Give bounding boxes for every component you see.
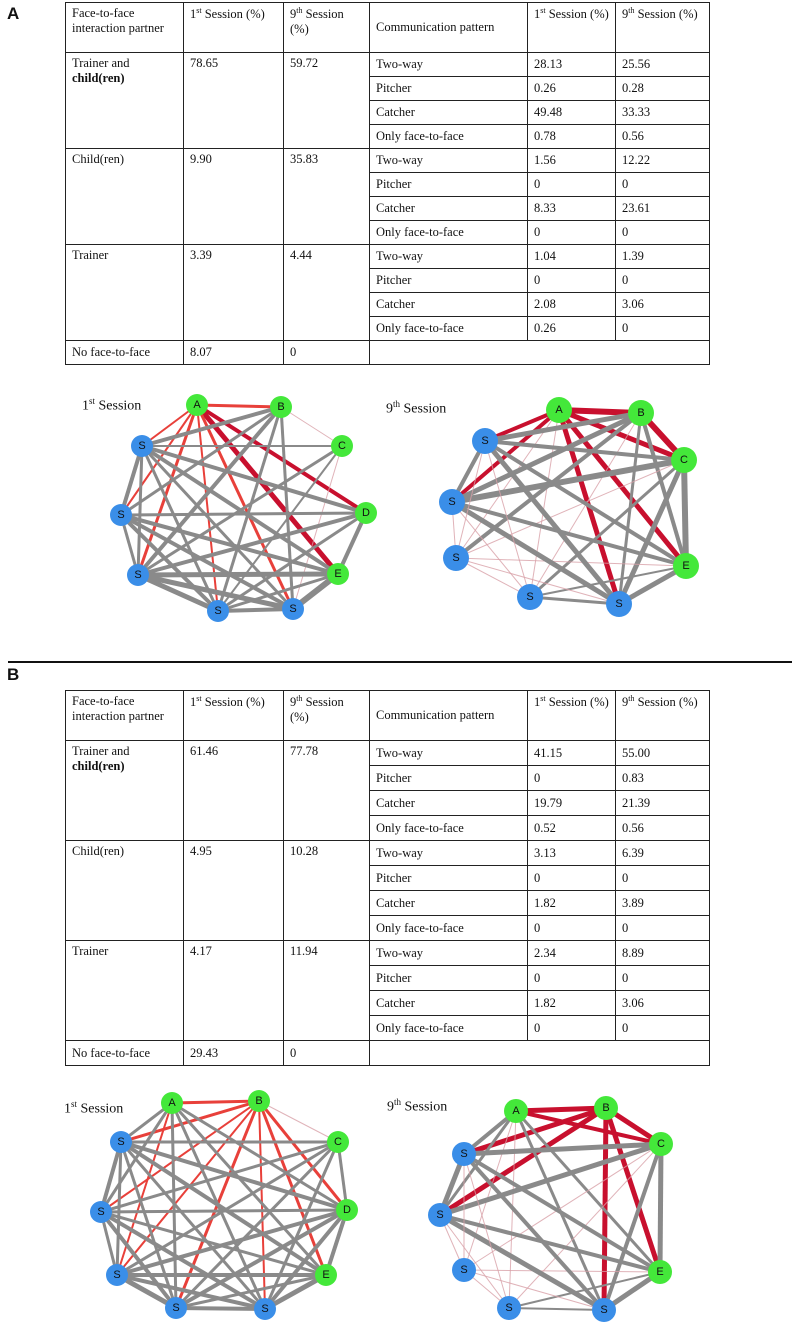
- pattern-cell: Pitcher: [370, 766, 528, 791]
- partner-cell: Trainer: [66, 245, 184, 341]
- partner-9th-value: 10.28: [284, 841, 370, 941]
- pattern-1st-value: 0: [528, 173, 616, 197]
- network-node-label: E: [656, 1266, 664, 1278]
- pattern-1st-value: 0: [528, 916, 616, 941]
- network-node-c: [649, 1132, 673, 1156]
- network-node-label: S: [452, 552, 460, 564]
- network-node-label: S: [117, 509, 125, 521]
- pattern-9th-value: 8.89: [616, 941, 710, 966]
- pattern-1st-value: 0.26: [528, 317, 616, 341]
- pattern-cell: Only face-to-face: [370, 1016, 528, 1041]
- pattern-cell: Only face-to-face: [370, 125, 528, 149]
- no-face-1st-value: 8.07: [184, 341, 284, 365]
- network-node-label: C: [680, 454, 688, 466]
- pattern-cell: Two-way: [370, 841, 528, 866]
- header-communication-pattern: Communication pattern: [370, 3, 528, 53]
- pattern-9th-value: 0: [616, 916, 710, 941]
- pattern-9th-value: 3.06: [616, 293, 710, 317]
- header-9th-session: 9th Session (%): [284, 3, 370, 53]
- pattern-cell: Two-way: [370, 53, 528, 77]
- network-node-label: S: [97, 1206, 105, 1218]
- pattern-1st-value: 1.82: [528, 991, 616, 1016]
- header-9th-session: 9th Session (%): [284, 691, 370, 741]
- pattern-1st-value: 3.13: [528, 841, 616, 866]
- pattern-9th-value: 23.61: [616, 197, 710, 221]
- network-node-label: D: [343, 1204, 351, 1216]
- no-face-partner: No face-to-face: [66, 341, 184, 365]
- pattern-1st-value: 41.15: [528, 741, 616, 766]
- network-node-label: A: [193, 399, 201, 411]
- pattern-1st-value: 0: [528, 221, 616, 245]
- pattern-1st-value: 28.13: [528, 53, 616, 77]
- header-1st-session: 1st Session (%): [184, 691, 284, 741]
- network-node-label: A: [555, 404, 563, 416]
- pattern-1st-value: 1.82: [528, 891, 616, 916]
- network-node-e: [648, 1260, 672, 1284]
- network-edge: [604, 1144, 664, 1310]
- pattern-9th-value: 0: [616, 269, 710, 293]
- partner-cell: Trainer and child(ren): [66, 53, 184, 149]
- network-node-s: [428, 1203, 452, 1227]
- pattern-cell: Pitcher: [370, 173, 528, 197]
- pattern-9th-value: 55.00: [616, 741, 710, 766]
- network-node-label: C: [657, 1138, 665, 1150]
- network-node-label: B: [255, 1095, 263, 1107]
- header-partner: Face-to-face interaction partner: [66, 691, 184, 741]
- pattern-cell: Catcher: [370, 991, 528, 1016]
- network-node-a: [504, 1099, 528, 1123]
- network-node-label: D: [362, 507, 370, 519]
- header-pattern-9th-session: 9th Session (%): [616, 3, 710, 53]
- no-face-partner: No face-to-face: [66, 1041, 184, 1066]
- pattern-9th-value: 0.83: [616, 766, 710, 791]
- partner-cell: Trainer and child(ren): [66, 741, 184, 841]
- network-node-label: S: [615, 598, 623, 610]
- partner-9th-value: 59.72: [284, 53, 370, 149]
- pattern-9th-value: 0: [616, 966, 710, 991]
- pattern-1st-value: 0: [528, 966, 616, 991]
- network-node-label: S: [436, 1209, 444, 1221]
- network-node-s: [497, 1296, 521, 1320]
- network-node-label: S: [460, 1264, 468, 1276]
- pattern-cell: Catcher: [370, 891, 528, 916]
- pattern-cell: Only face-to-face: [370, 916, 528, 941]
- network-node-label: C: [334, 1136, 342, 1148]
- partner-9th-value: 4.44: [284, 245, 370, 341]
- network-node-label: S: [134, 569, 142, 581]
- partner-1st-value: 61.46: [184, 741, 284, 841]
- pattern-9th-value: 0: [616, 1016, 710, 1041]
- pattern-1st-value: 0: [528, 766, 616, 791]
- network-title-b1: 1st Session: [64, 1099, 124, 1117]
- pattern-9th-value: 0.56: [616, 125, 710, 149]
- partner-cell: Trainer: [66, 941, 184, 1041]
- pattern-1st-value: 2.08: [528, 293, 616, 317]
- pattern-cell: Two-way: [370, 149, 528, 173]
- header-pattern-1st-session: 1st Session (%): [528, 3, 616, 53]
- partner-cell: Child(ren): [66, 149, 184, 245]
- pattern-9th-value: 1.39: [616, 245, 710, 269]
- no-face-1st-value: 29.43: [184, 1041, 284, 1066]
- partner-1st-value: 4.95: [184, 841, 284, 941]
- network-node-label: S: [505, 1302, 513, 1314]
- network-node-label: S: [113, 1269, 121, 1281]
- pattern-1st-value: 0.52: [528, 816, 616, 841]
- pattern-cell: Pitcher: [370, 966, 528, 991]
- header-communication-pattern: Communication pattern: [370, 691, 528, 741]
- pattern-1st-value: 49.48: [528, 101, 616, 125]
- network-edge: [509, 1308, 604, 1310]
- pattern-cell: Two-way: [370, 245, 528, 269]
- network-node-label: S: [289, 603, 297, 615]
- network-node-label: A: [168, 1097, 176, 1109]
- partner-1st-value: 3.39: [184, 245, 284, 341]
- pattern-1st-value: 19.79: [528, 791, 616, 816]
- network-node-label: B: [602, 1102, 610, 1114]
- partner-1st-value: 78.65: [184, 53, 284, 149]
- pattern-cell: Only face-to-face: [370, 816, 528, 841]
- network-node-label: S: [138, 440, 146, 452]
- network-node-label: S: [526, 591, 534, 603]
- pattern-cell: Catcher: [370, 791, 528, 816]
- pattern-cell: Pitcher: [370, 269, 528, 293]
- network-node-label: E: [334, 568, 342, 580]
- pattern-1st-value: 2.34: [528, 941, 616, 966]
- network-node-b: [594, 1096, 618, 1120]
- network-edge: [464, 1270, 660, 1272]
- no-face-9th-value: 0: [284, 341, 370, 365]
- pattern-9th-value: 0.56: [616, 816, 710, 841]
- network-node-label: E: [322, 1269, 330, 1281]
- pattern-9th-value: 3.06: [616, 991, 710, 1016]
- pattern-1st-value: 0: [528, 1016, 616, 1041]
- network-node-label: S: [117, 1136, 125, 1148]
- pattern-9th-value: 12.22: [616, 149, 710, 173]
- network-title-a9: 9th Session: [386, 399, 447, 417]
- pattern-1st-value: 0: [528, 866, 616, 891]
- network-node-label: S: [600, 1304, 608, 1316]
- pattern-1st-value: 1.56: [528, 149, 616, 173]
- pattern-9th-value: 6.39: [616, 841, 710, 866]
- pattern-9th-value: 33.33: [616, 101, 710, 125]
- partner-9th-value: 35.83: [284, 149, 370, 245]
- network-title-b9: 9th Session: [387, 1097, 448, 1115]
- panel-label-a: A: [7, 4, 20, 23]
- pattern-9th-value: 21.39: [616, 791, 710, 816]
- pattern-1st-value: 8.33: [528, 197, 616, 221]
- network-node-label: S: [214, 605, 222, 617]
- network-node-label: E: [682, 560, 690, 572]
- pattern-cell: Catcher: [370, 101, 528, 125]
- network-node-s: [452, 1258, 476, 1282]
- network-edge: [660, 1144, 661, 1272]
- pattern-cell: Only face-to-face: [370, 221, 528, 245]
- pattern-1st-value: 0.26: [528, 77, 616, 101]
- network-node-label: S: [172, 1302, 180, 1314]
- network-edge: [464, 1154, 604, 1310]
- pattern-9th-value: 25.56: [616, 53, 710, 77]
- network-node-label: S: [261, 1303, 269, 1315]
- network-node-label: B: [277, 401, 285, 413]
- pattern-9th-value: 0: [616, 173, 710, 197]
- pattern-cell: Catcher: [370, 293, 528, 317]
- header-pattern-9th-session: 9th Session (%): [616, 691, 710, 741]
- network-node-label: A: [512, 1105, 520, 1117]
- network-node-label: S: [460, 1148, 468, 1160]
- network-node-label: C: [338, 440, 346, 452]
- partner-1st-value: 4.17: [184, 941, 284, 1041]
- partner-cell: Child(ren): [66, 841, 184, 941]
- pattern-9th-value: 0.28: [616, 77, 710, 101]
- pattern-1st-value: 0.78: [528, 125, 616, 149]
- pattern-cell: Catcher: [370, 197, 528, 221]
- pattern-cell: Two-way: [370, 741, 528, 766]
- partner-1st-value: 9.90: [184, 149, 284, 245]
- pattern-cell: Pitcher: [370, 866, 528, 891]
- network-edge: [516, 1111, 660, 1272]
- pattern-9th-value: 0: [616, 866, 710, 891]
- network-node-s: [452, 1142, 476, 1166]
- header-partner: Face-to-face interaction partner: [66, 3, 184, 53]
- network-title-a1: 1st Session: [82, 396, 142, 414]
- header-1st-session: 1st Session (%): [184, 3, 284, 53]
- header-pattern-1st-session: 1st Session (%): [528, 691, 616, 741]
- pattern-9th-value: 3.89: [616, 891, 710, 916]
- no-face-9th-value: 0: [284, 1041, 370, 1066]
- network-node-label: S: [448, 496, 456, 508]
- pattern-9th-value: 0: [616, 317, 710, 341]
- pattern-1st-value: 1.04: [528, 245, 616, 269]
- network-node-s: [592, 1298, 616, 1322]
- panel-label-b: B: [7, 665, 20, 684]
- pattern-cell: Two-way: [370, 941, 528, 966]
- network-node-label: S: [481, 435, 489, 447]
- partner-9th-value: 11.94: [284, 941, 370, 1041]
- pattern-cell: Only face-to-face: [370, 317, 528, 341]
- partner-9th-value: 77.78: [284, 741, 370, 841]
- pattern-1st-value: 0: [528, 269, 616, 293]
- pattern-cell: Pitcher: [370, 77, 528, 101]
- network-node-label: B: [637, 407, 645, 419]
- pattern-9th-value: 0: [616, 221, 710, 245]
